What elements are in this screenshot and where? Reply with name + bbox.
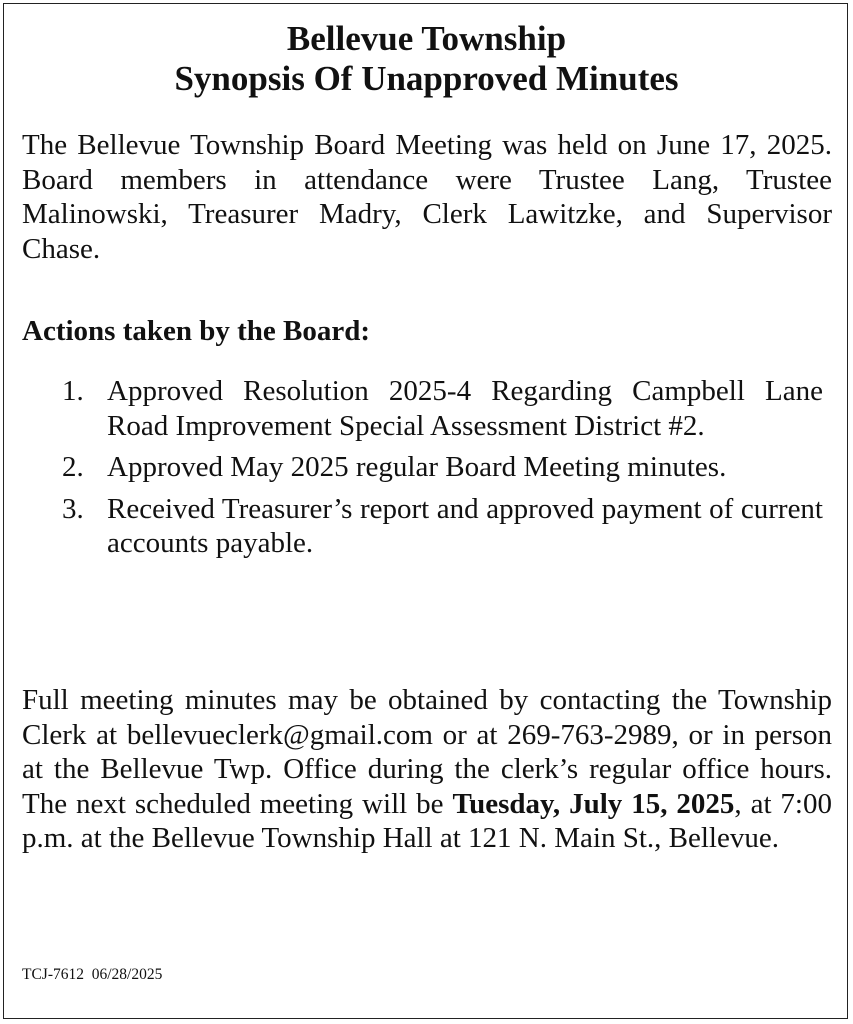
actions-list (0, 374, 853, 568)
closing-paragraph (22, 683, 832, 856)
notice-footer (22, 965, 162, 985)
list-item-text: Approved Resolution 2025-4 Regarding Campbell Lane Road Improvement Special Assessment District #2. (107, 375, 823, 442)
closing-text-end: , at 7:00 p.m. at the Bellevue Township Hall at 121 N. Main St., Bellevue. (22, 787, 832, 854)
list-item-text: Approved May 2025 regular Board Meeting minutes. (107, 451, 727, 483)
closing-text-start: Full meeting minutes may be obtained by contacting the Township Clerk at bellevueclerk@gmail.com or at 269-763-2989, or in person at the Bellevue Twp. Office during the clerk’s regular office hours. The next scheduled meeting will be (22, 684, 832, 820)
footer-date: 06/28/2025 (91, 966, 163, 983)
intro-paragraph: The Bellevue Township Board Meeting was held on June 17, 2025. Board members in attendance were Trustee Lang, Trustee Malinowski, Treasurer Madry, Clerk Lawitzke, and Supervisor Chase. (22, 129, 832, 265)
list-item-number: 2. (62, 451, 84, 483)
next-meeting-date: Tuesday, July 15, 2025 (452, 787, 735, 820)
list-item (0, 492, 823, 561)
footer-code: TCJ-7612 (22, 966, 84, 983)
notice-title: Bellevue Township (286, 19, 567, 58)
list-item-text: Received Treasurer’s report and approved payment of current accounts payable. (107, 492, 823, 559)
list-item (0, 450, 823, 485)
actions-heading: Actions taken by the Board: (22, 315, 371, 347)
list-item-number: 1. (62, 375, 84, 407)
list-item-number: 3. (62, 492, 84, 525)
notice-subtitle: Synopsis Of Unapproved Minutes (174, 59, 679, 98)
list-item (0, 374, 823, 443)
